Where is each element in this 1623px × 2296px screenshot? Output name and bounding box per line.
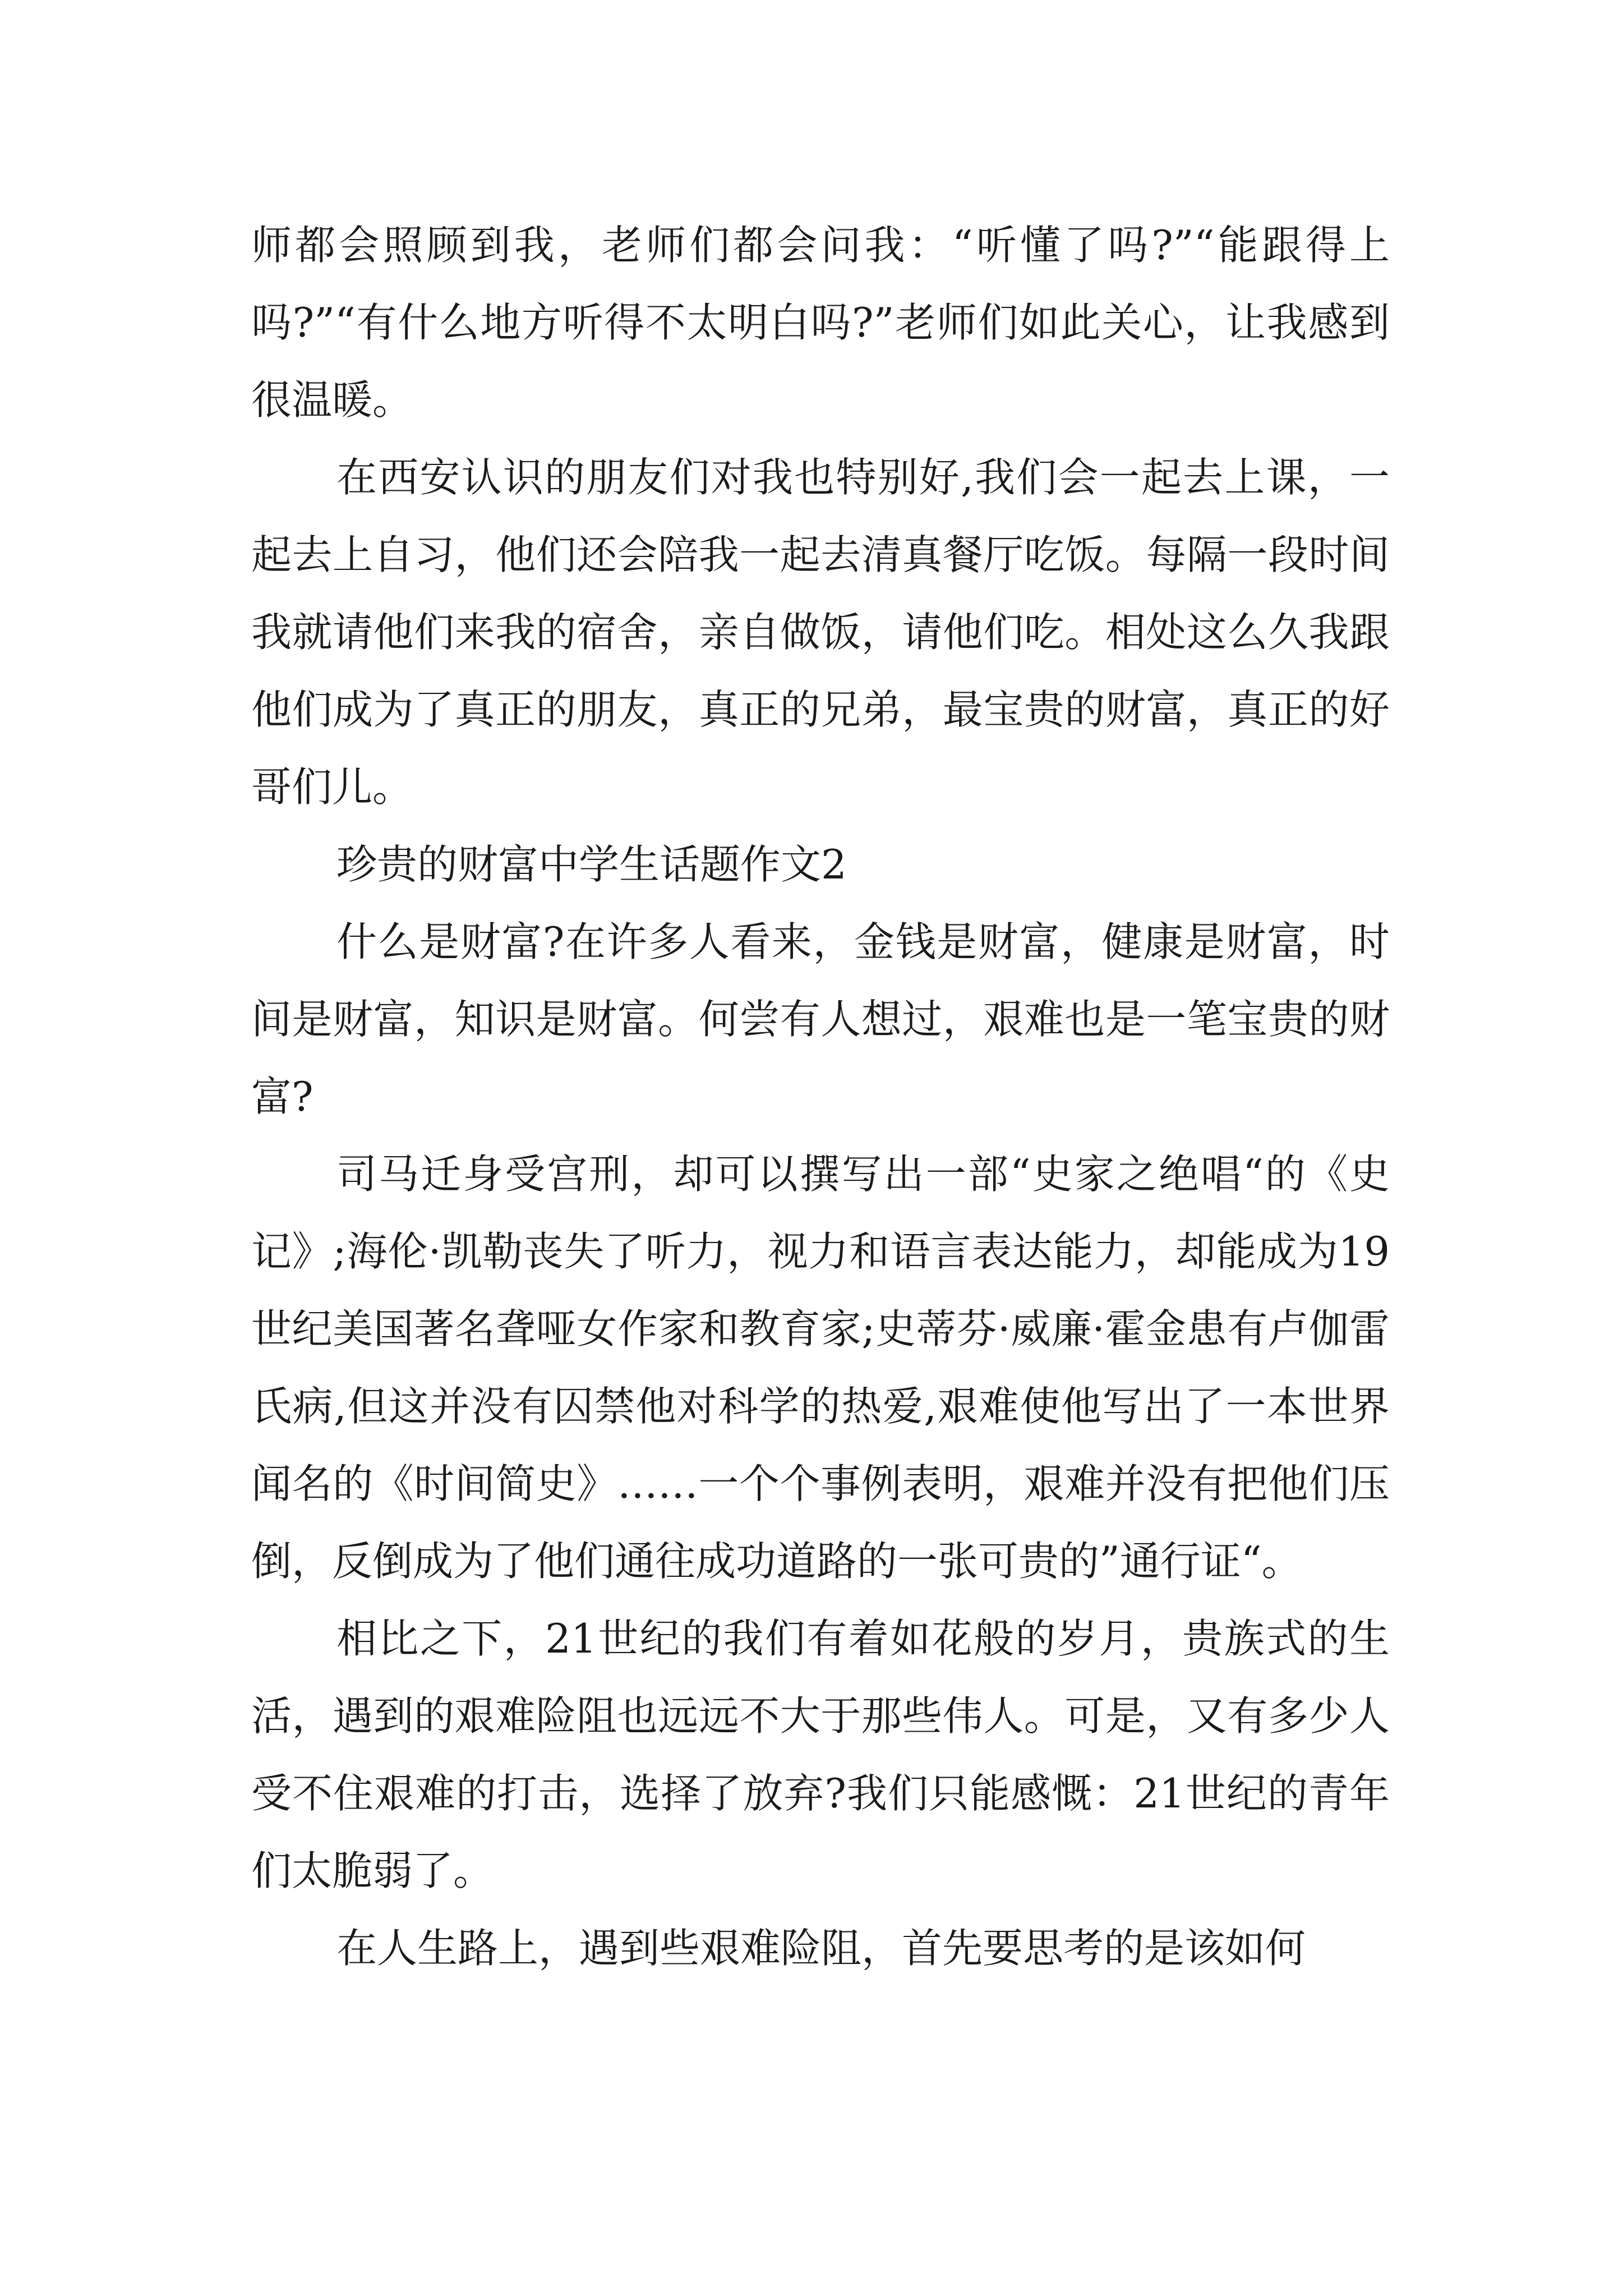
document-body xyxy=(251,206,1390,1987)
paragraph-7: 在人生路上，遇到些艰难险阻，首先要思考的是该如何 xyxy=(336,1925,1306,1972)
essay-subtitle: 珍贵的财富中学生话题作文2 xyxy=(336,841,847,888)
paragraph-1: 师都会照顾到我，老师们都会问我：“听懂了吗?”“能跟得上吗?”“有什么地方听得不太明白吗?”老师们如此关心，让我感到很温暖。 xyxy=(251,222,1390,424)
paragraph-4: 什么是财富?在许多人看来，金钱是财富，健康是财富，时间是财富，知识是财富。何尝有人想过，艰难也是一笔宝贵的财富? xyxy=(251,918,1390,1120)
paragraph-6: 相比之下，21世纪的我们有着如花般的岁月，贵族式的生活，遇到的艰难险阻也远远不大于那些伟人。可是，又有多少人受不住艰难的打击，选择了放弃?我们只能感慨：21世纪的青年们太脆弱了。 xyxy=(251,1615,1390,1894)
paragraph-2: 在西安认识的朋友们对我也特别好,我们会一起去上课，一起去上自习，他们还会陪我一起去清真餐厅吃饭。每隔一段时间我就请他们来我的宿舍，亲自做饭，请他们吃。相处这么久我跟他们成为了真正的朋友，真正的兄弟，最宝贵的财富，真正的好哥们儿。 xyxy=(251,454,1390,811)
paragraph-5: 司马迁身受宫刑，却可以撰写出一部“史家之绝唱“的《史记》;海伦·凯勒丧失了听力，视力和语言表达能力，却能成为19世纪美国著名聋哑女作家和教育家;史蒂芬·威廉·霍金患有卢伽雷氏病,但这并没有囚禁他对科学的热爱,艰难使他写出了一本世界闻名的《时间简史》……一个个事例表明，艰难并没有把他们压倒，反倒成为了他们通往成功道路的一张可贵的”通行证“。 xyxy=(251,1151,1390,1585)
